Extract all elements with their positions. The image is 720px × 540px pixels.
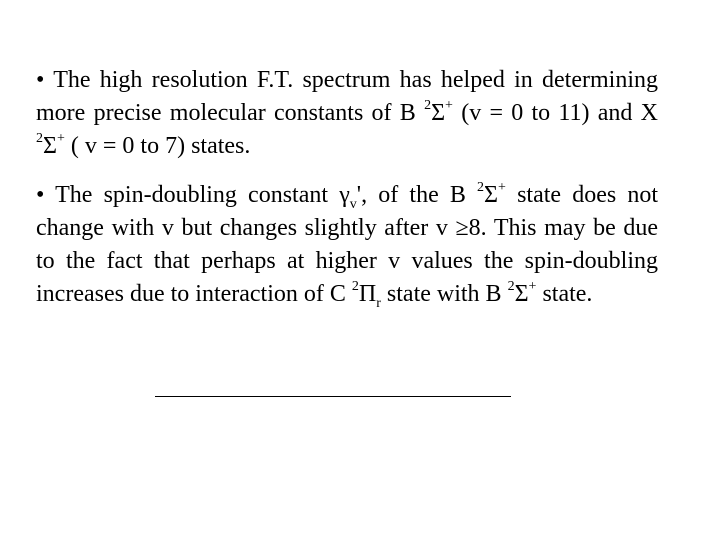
superscript: 2	[351, 279, 359, 294]
superscript: +	[56, 131, 65, 146]
text-run: ', of the B	[356, 182, 478, 208]
text-run: ( v = 0 to 7) states.	[64, 133, 251, 159]
text-run: Σ	[431, 100, 446, 126]
horizontal-rule	[155, 396, 511, 397]
superscript: 2	[477, 180, 485, 195]
superscript: 2	[424, 98, 432, 113]
superscript: +	[498, 180, 506, 195]
text-run: Π	[358, 281, 377, 307]
text-run: state does not change with v but changes slightly after v ≥8. This may be due to the fact that perhaps at higher v values the spin-doubling increases due to interaction of C	[36, 182, 659, 307]
bullet-paragraph-spin-doubling	[36, 179, 658, 311]
subscript: v	[349, 196, 357, 212]
text-run: state with B	[380, 281, 508, 307]
text-run: • The high resolution F.T. spectrum has helped in determining more precise molecular constants of B	[36, 67, 658, 126]
subscript: r	[376, 295, 381, 311]
text-run: Σ	[43, 133, 57, 159]
text-run: Σ	[514, 281, 529, 307]
slide-body	[36, 64, 658, 311]
text-run: (v = 0 to 11) and X	[452, 100, 659, 126]
text-run: • The spin-doubling constant γ	[36, 182, 350, 208]
bullet-paragraph-ft-spectrum	[36, 64, 658, 163]
text-run: state.	[536, 281, 593, 307]
text-run: Σ	[484, 182, 499, 208]
superscript: 2	[36, 131, 43, 146]
superscript: +	[528, 279, 537, 294]
superscript: +	[445, 98, 453, 113]
superscript: 2	[507, 279, 515, 294]
